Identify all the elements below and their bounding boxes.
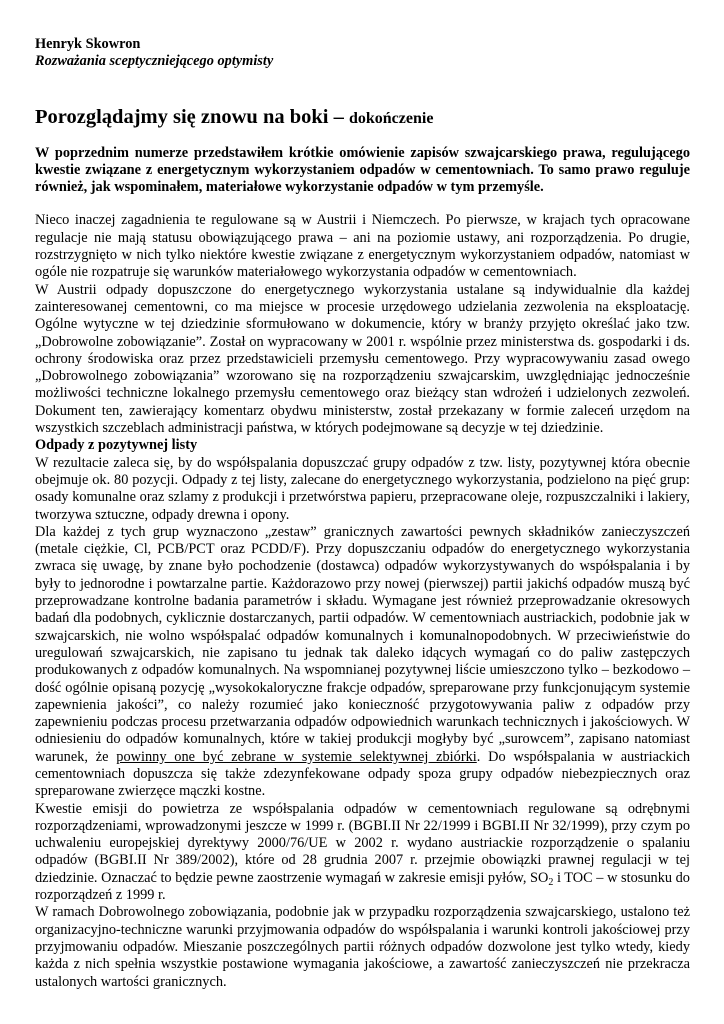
section-heading: Odpady z pozytywnej listy	[35, 437, 198, 454]
body-paragraph-2: W Austrii odpady dopuszczone do energetycznego wykorzystania ustalane są indywidualnie dla każdej zainteresowanej cementowni, co ma miejsce w procesie urzędowego udzielania zezwolenia na eksploatację. Ogólne wytyczne w tej dziedzinie sformułowano w dokumencie, który w branży przyjęto określać jako tzw. „Dobrowolne zobowiązanie”. Został on wypracowany w 2001 r. wspólnie przez ministerstwa ds. gospodarki i ds. ochrony środowiska oraz przez przedstawicieli przemysłu cementowego. Przy wypracowywaniu zasad owego „Dobrowolnego zobowiązania” wzorowano się na rozporządzeniu szwajcarskim, uwzględniając jednocześnie możliwości techniczne lokalnego przemysłu cementowego oraz bieżący stan wdrożeń i udzielonych zezwoleń. Dokument ten, zawierający komentarz obydwu ministerstw, został przekazany w formie zaleceń urzędom na wszystkich szczeblach administracji państwa, w których podejmowane są decyzje w tej dziedzinie.	[35, 281, 690, 437]
section-paragraph-3-text: Kwestie emisji do powietrza ze współspalania odpadów w cementowniach regulowane są odrębnymi rozporządzeniami, wprowadzonymi jeszcze w 1999 r. (BGBI.II Nr 22/1999 i BGBI.II Nr 32/1999), przy czym po uchwaleniu europejskiej dyrektywy 2000/76/UE w 2002 r. wydano austriackie rozporządzenie o spalaniu odpadów (BGBI.II Nr 389/2002), które od 28 grudnia 2007 r. przejmie obowiązki prawnej regulacji w tej dziedzinie. Oznaczać to będzie pewne zaostrzenie wymagań w zakresie emisji pyłów, SO	[35, 800, 690, 886]
series-title: Rozważania sceptyczniejącego optymisty	[35, 53, 274, 70]
author-name: Henryk Skowron	[35, 36, 141, 52]
title-main: Porozglądajmy się znowu na boki –	[35, 105, 349, 128]
article-body	[35, 212, 690, 990]
section-paragraph-2-text: Dla każdej z tych grup wyznaczono „zestaw” granicznych zawartości pewnych składników zanieczyszczeń (metale ciężkie, Cl, PCB/PCT oraz PCDD/F). Przy dopuszczaniu odpadów do energetycznego wykorzystania zwraca się uwagę, by znane było pochodzenie (dostawca) odpadów wykorzystywanych do współspalania i by były to jednorodne i powtarzalne partie. Każdorazowo przy nowej (pierwszej) partii jakichś odpadów muszą być przeprowadzane kontrolne badania parametrów i składu. Wymagane jest również przeprowadzanie okresowych badań dla podobnych, cyklicznie dostarczanych, partii odpadów. W cementowniach austriackich, podobnie jak w szwajcarskich, nie wolno współspalać odpadów komunalnych i komunalnopodobnych. W przeciwieństwie do uregulowań szwajcarskich, nie zapisano tu jednak tak daleko idących wymagań co do paliw zastępczych produkowanych z odpadów komunalnych. Na wspomnianej pozytywnej liście umieszczono tylko – bezkodowo – dość ogólnie opisaną pozycję „wysokokaloryczne frakcje odpadów, spreparowane przy funkcjonującym systemie zapewnienia jakości”, co należy rozumieć jako konieczność przygotowywania paliw z odpadów przy zapewnieniu podczas procesu przetwarzania odpadów odpowiednich warunkach technicznych i jakościowych. W odniesieniu do odpadów komunalnych, które w takiej produkcji mogłyby być „surowcem”, zapisano natomiast warunek, że	[35, 523, 690, 765]
title-subtitle: dokończenie	[348, 109, 434, 127]
subscript-2: 2	[548, 876, 554, 888]
underlined-phrase: powinny one być zebrane w systemie selektywnej zbiórki	[116, 748, 477, 765]
section-paragraph-3	[35, 801, 690, 905]
body-paragraph-1: Nieco inaczej zagadnienia te regulowane są w Austrii i Niemczech. Po pierwsze, w krajach tych opracowane regulacje nie mają statusu obowiązującego prawa – ani na poziomie ustawy, ani rozporządzenia. Po drugie, rozstrzygnięto w nich tylko niektóre kwestie związane z energetycznym wykorzystaniem odpadów, natomiast w ogóle nie rozpatruje się warunków materiałowego wykorzystania odpadów w cementowniach.	[35, 212, 690, 281]
section-paragraph-3-end: i TOC – w stosunku do rozporządzeń z 1999 r.	[35, 869, 690, 904]
section-paragraph-2	[35, 524, 690, 801]
lead-paragraph: W poprzednim numerze przedstawiłem krótkie omówienie zapisów szwajcarskiego prawa, regulującego kwestie związane z energetycznym wykorzystaniem odpadów w cementowniach. To samo prawo reguluje również, jak wspominałem, materiałowe wykorzystanie odpadów w tym przemyśle.	[35, 144, 690, 196]
section-paragraph-2-end: . Do współspalania w austriackich cementowniach dopuszcza się także zdezynfekowane odpady spoza grupy odpadów niebezpiecznych oraz spreparowane zwierzęce mączki kostne.	[35, 748, 690, 800]
section-paragraph-1: W rezultacie zaleca się, by do współspalania dopuszczać grupy odpadów z tzw. listy, pozytywnej która obecnie obejmuje ok. 80 pozycji. Odpady z tej listy, zalecane do energetycznego wykorzystania, podzielono na pięć grup: osady komunalne oraz szlamy z produkcji i przetwórstwa papieru, przepracowane oleje, rozpuszczalniki i lakiery, tworzywa sztuczne, odpady drewna i opony.	[35, 454, 690, 523]
article-title	[35, 105, 690, 131]
section-paragraph-4: W ramach Dobrowolnego zobowiązania, podobnie jak w przypadku rozporządzenia szwajcarskiego, ustalono też organizacyjno-techniczne warunki przyjmowania odpadów do współspalania i warunki kontroli jakościowej przy przyjmowaniu odpadów. Mieszanie poszczególnych partii różnych odpadów dozwolone jest tylko wtedy, kiedy każda z nich spełnia wszystkie postawione wymagania jakościowe, a zawartość zanieczyszczeń nie przekracza ustalonych wartości granicznych.	[35, 904, 690, 990]
